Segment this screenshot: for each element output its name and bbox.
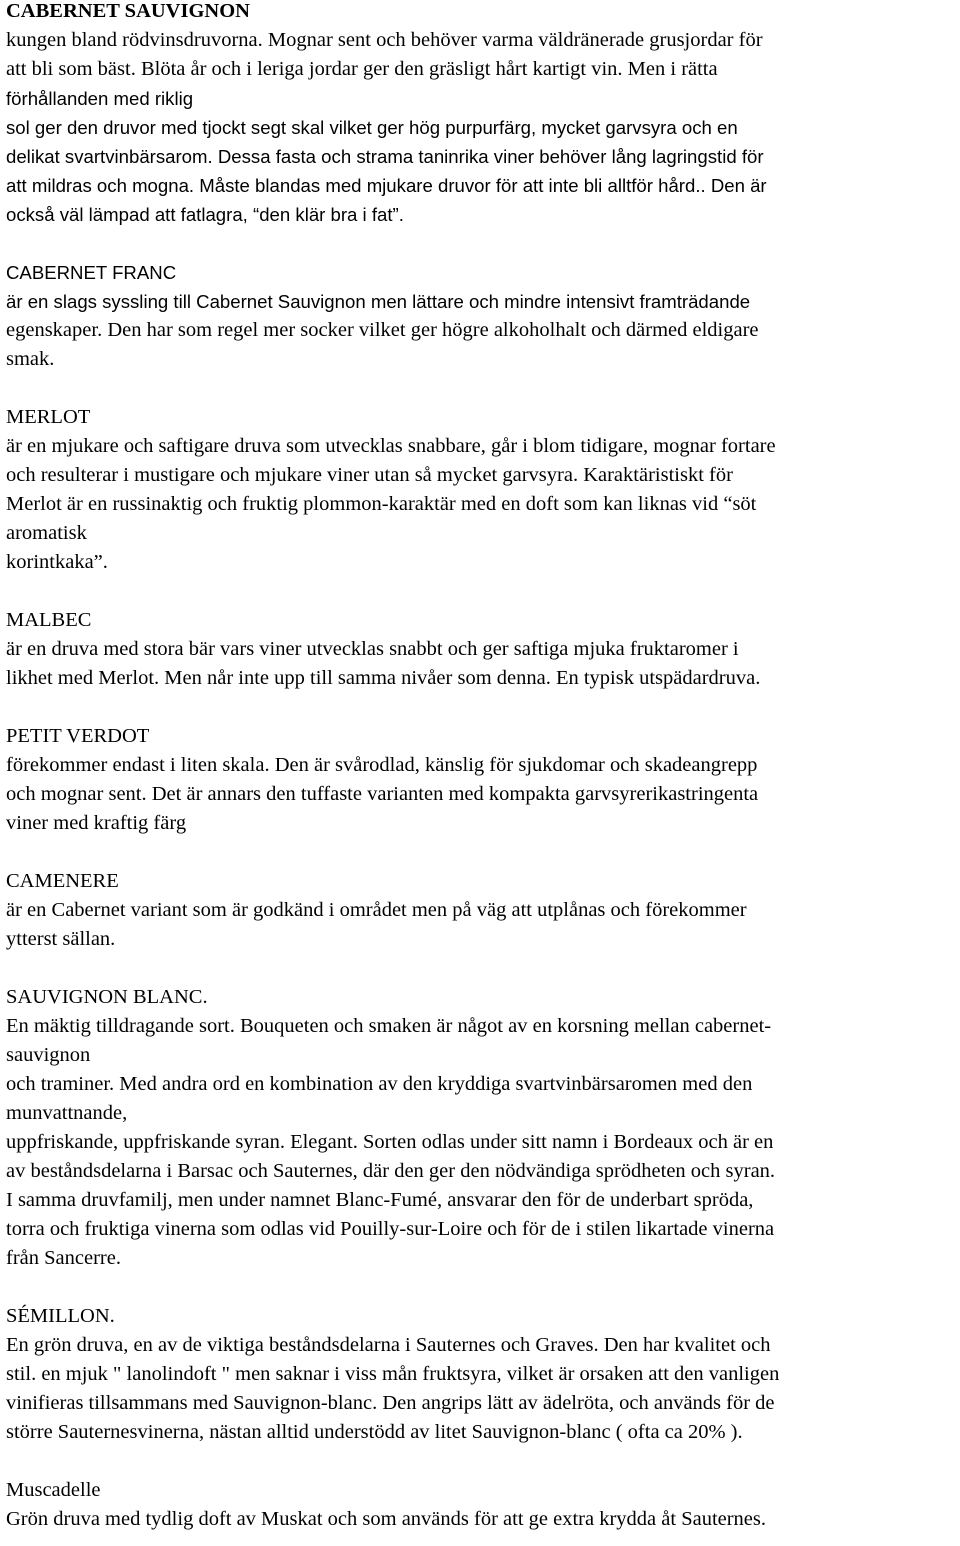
body-line: kungen bland rödvinsdruvorna. Mognar sent och behöver varma väldränerade grusjordar för (6, 29, 763, 51)
body-line: stil. en mjuk " lanolindoft " men saknar i viss mån fruktsyra, vilket är orsaken att den vanligen (6, 1363, 780, 1385)
section-title: MALBEC (6, 609, 92, 631)
body-line: förhållanden med riklig (6, 88, 194, 109)
body-line: också väl lämpad att fatlagra, “den klär bra i fat”. (6, 204, 404, 225)
body-line: att bli som bäst. Blöta år och i leriga jordar ger den gräsligt hårt kartigt vin. Men i rätta (6, 58, 718, 80)
body-line: delikat svartvinbärsarom. Dessa fasta och strama taninrika viner behöver lång lagringstid för (6, 146, 764, 167)
spacer (6, 693, 956, 722)
section-cabernet-sauvignon (6, 0, 956, 229)
spacer (6, 838, 956, 867)
section-title: MERLOT (6, 406, 91, 428)
section-merlot (6, 403, 956, 577)
body-line: En grön druva, en av de viktiga beståndsdelarna i Sauternes och Graves. Den har kvalitet och (6, 1334, 771, 1356)
body-line: att mildras och mogna. Måste blandas med mjukare druvor för att inte bli alltför hård.. Den är (6, 175, 767, 196)
section-title: CABERNET FRANC (6, 262, 177, 283)
spacer (6, 1273, 956, 1302)
body-line: förekommer endast i liten skala. Den är svårodlad, känslig för sjukdomar och skadeangrepp (6, 754, 758, 776)
body-line: av beståndsdelarna i Barsac och Sauternes, där den ger den nödvändiga sprödheten och syran. (6, 1160, 776, 1182)
document-page (6, 0, 956, 1534)
body-line: och mognar sent. Det är annars den tuffaste varianten med kompakta garvsyrerikastringenta (6, 783, 759, 805)
body-line: och traminer. Med andra ord en kombination av den kryddiga svartvinbärsaromen med den (6, 1073, 753, 1095)
section-title: CAMENERE (6, 870, 119, 892)
body-line: är en slags syssling till Cabernet Sauvignon men lättare och mindre intensivt framträdande (6, 291, 751, 312)
body-line: egenskaper. Den har som regel mer socker vilket ger högre alkoholhalt och därmed eldigare (6, 319, 759, 341)
body-line: torra och fruktiga vinerna som odlas vid Pouilly-sur-Loire och för de i stilen likartade vinerna (6, 1218, 775, 1240)
body-line: ytterst sällan. (6, 928, 116, 950)
section-malbec (6, 606, 956, 693)
body-line: korintkaka”. (6, 551, 108, 573)
body-line: uppfriskande, uppfriskande syran. Elegant. Sorten odlas under sitt namn i Bordeaux och är en (6, 1131, 774, 1153)
body-line: och resulterar i mustigare och mjukare viner utan så mycket garvsyra. Karaktäristiskt för (6, 464, 733, 486)
spacer (6, 229, 956, 258)
section-camenere (6, 867, 956, 954)
body-line: Merlot är en russinaktig och fruktig plommon-karaktär med en doft som kan liknas vid “söt (6, 493, 757, 515)
section-title: Muscadelle (6, 1479, 101, 1501)
section-muscadelle (6, 1476, 956, 1534)
body-line: Grön druva med tydlig doft av Muskat och som används för att ge extra krydda åt Sauternes. (6, 1508, 767, 1530)
body-line: är en druva med stora bär vars viner utvecklas snabbt och ger saftiga mjuka fruktaromer i (6, 638, 739, 660)
body-line: är en mjukare och saftigare druva som utvecklas snabbare, går i blom tidigare, mognar fortare (6, 435, 776, 457)
section-title: SÉMILLON. (6, 1305, 115, 1327)
body-line: är en Cabernet variant som är godkänd i området men på väg att utplånas och förekommer (6, 899, 747, 921)
body-line: likhet med Merlot. Men når inte upp till samma nivåer som denna. En typisk utspädardruva. (6, 667, 761, 689)
body-line: sol ger den druvor med tjockt segt skal vilket ger hög purpurfärg, mycket garvsyra och en (6, 117, 738, 138)
section-cabernet-franc (6, 258, 956, 374)
body-line: smak. (6, 348, 55, 370)
spacer (6, 577, 956, 606)
section-title: SAUVIGNON BLANC. (6, 986, 208, 1008)
section-sauvignon-blanc (6, 983, 956, 1273)
spacer (6, 954, 956, 983)
body-line: vinifieras tillsammans med Sauvignon-blanc. Den angrips lätt av ädelröta, och används för de (6, 1392, 775, 1414)
section-title: PETIT VERDOT (6, 725, 150, 747)
body-line: sauvignon (6, 1044, 91, 1066)
body-line: En mäktig tilldragande sort. Bouqueten och smaken är något av en korsning mellan cabernet- (6, 1015, 772, 1037)
body-line: från Sancerre. (6, 1247, 121, 1269)
body-line: aromatisk (6, 522, 87, 544)
section-title: CABERNET SAUVIGNON (6, 0, 250, 22)
spacer (6, 1447, 956, 1476)
body-line: större Sauternesvinerna, nästan alltid understödd av litet Sauvignon-blanc ( ofta ca 20% ). (6, 1421, 743, 1443)
spacer (6, 374, 956, 403)
body-line: viner med kraftig färg (6, 812, 187, 834)
body-line: I samma druvfamilj, men under namnet Blanc-Fumé, ansvarar den för de underbart spröda, (6, 1189, 754, 1211)
section-petit-verdot (6, 722, 956, 838)
body-line: munvattnande, (6, 1102, 128, 1124)
section-semillon (6, 1302, 956, 1447)
